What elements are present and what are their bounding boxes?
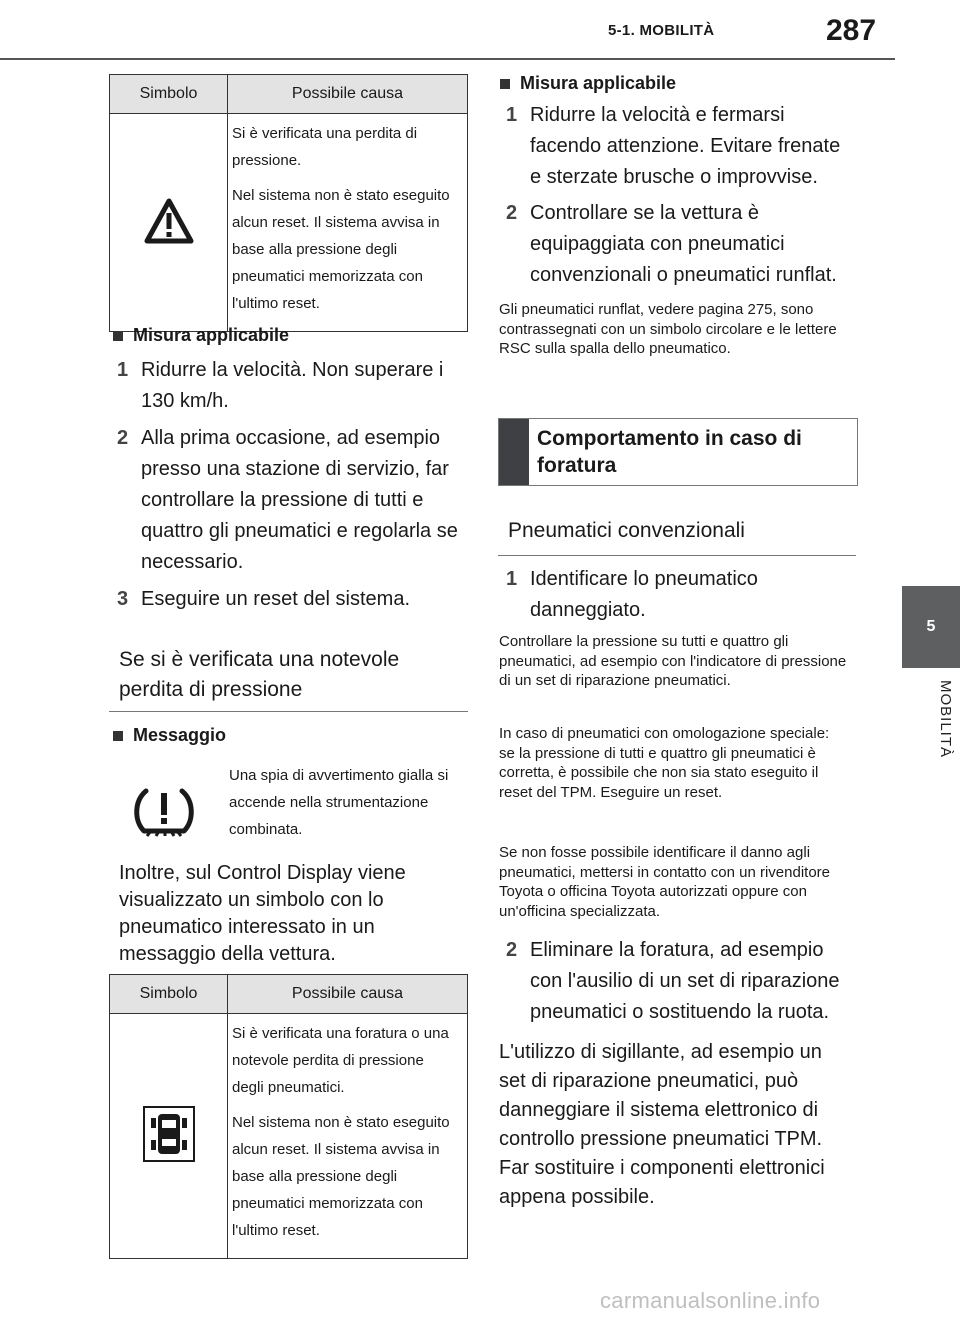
- chapter-label: MOBILITÀ: [937, 680, 954, 759]
- section-title: 5-1. MOBILITÀ: [608, 22, 715, 39]
- list-item: 1 Ridurre la velocità. Non superare i 130 km/h.: [117, 359, 444, 412]
- square-bullet-icon: [113, 731, 123, 741]
- cause-cell: [228, 1014, 468, 1259]
- square-bullet-icon: [500, 79, 510, 89]
- symbol-table-2: [109, 974, 468, 1259]
- section-box-title: Comportamento in caso di foratura: [498, 418, 858, 486]
- table-header-symbol: Simbolo: [110, 975, 228, 1014]
- table-header-cause: Possibile causa: [228, 975, 468, 1014]
- section-divider: [109, 711, 468, 712]
- list-item: 1 Ridurre la velocità e fermarsi facendo attenzione. Evitare frenate e sterzate brusche o improvvise.: [506, 104, 841, 188]
- cause-text: Nel sistema non è stato eseguito alcun reset. Il sistema avvisa in base alla pressione degli pneumatici memorizzata con l'ultimo reset.: [232, 187, 450, 312]
- list-item: 2 Eliminare la foratura, ad esempio con l'ausilio di un set di riparazione pneumatici o sostituendo la ruota.: [506, 939, 840, 1023]
- symbol-table-1: [109, 74, 468, 332]
- paragraph: Inoltre, sul Control Display viene visualizzato un simbolo con lo pneumatico interessato in un messaggio della vettura.: [119, 862, 406, 965]
- runflat-note: Gli pneumatici runflat, vedere pagina 275, sono contrassegnati con un simbolo circolare e le lettere RSC sulla spalla dello pneumatico.: [499, 301, 837, 357]
- header-divider: [0, 58, 895, 60]
- warning-triangle-icon: [144, 198, 194, 244]
- closing-paragraph: L'utilizzo di sigillante, ad esempio un set di riparazione pneumatici, può danneggiare il sistema elettronico di controllo pressione pneumatici TPM. Far sostituire i componenti elettronici appena possibile.: [499, 1041, 825, 1208]
- list-item: 2 Alla prima occasione, ad esempio presso una stazione di servizio, far controllare la pressione di tutti e quattro gli pneumatici e regolarla se necessario.: [117, 427, 458, 573]
- section-box-bar: [499, 419, 529, 485]
- page-number: 287: [826, 14, 877, 47]
- note-text: Se non fosse possibile identificare il danno agli pneumatici, mettersi in contatto con un rivenditore Toyota o officina Toyota autorizzati oppure con un'officina specializzata.: [499, 844, 831, 920]
- watermark: carmanualsonline.info: [600, 1288, 821, 1313]
- table-header-cause: Possibile causa: [228, 75, 468, 114]
- square-bullet-icon: [113, 331, 123, 341]
- symbol-cell: [110, 114, 228, 332]
- list-item: 1 Identificare lo pneumatico danneggiato.: [506, 568, 758, 621]
- message-heading: Messaggio: [113, 725, 226, 746]
- list-item: 3 Eseguire un reset del sistema.: [117, 588, 411, 610]
- table-header-symbol: Simbolo: [110, 75, 228, 114]
- measure-heading-right: Misura applicabile: [500, 73, 676, 94]
- tire-pressure-warning-icon: [132, 785, 196, 841]
- note-text: Controllare la pressione su tutti e quattro gli pneumatici, ad esempio con l'indicatore di pressione di un set di riparazione pneumatici.: [499, 633, 847, 689]
- symbol-cell: [110, 1014, 228, 1259]
- section-heading: Se si è verificata una notevole perdita di pressione: [119, 648, 400, 701]
- sub-heading-divider: [498, 555, 856, 556]
- cause-cell: [228, 114, 468, 332]
- message-text: Una spia di avvertimento gialla si accende nella strumentazione combinata.: [229, 767, 449, 838]
- cause-text: Nel sistema non è stato eseguito alcun reset. Il sistema avvisa in base alla pressione degli pneumatici memorizzata con l'ultimo reset.: [232, 1114, 450, 1239]
- measure-heading-left: Misura applicabile: [113, 325, 289, 346]
- cause-text: Si è verificata una perdita di pressione.: [232, 125, 418, 169]
- sub-heading: Pneumatici convenzionali: [508, 519, 745, 542]
- car-tire-position-icon: [143, 1106, 195, 1162]
- note-text: In caso di pneumatici con omologazione speciale: se la pressione di tutti e quattro gli pneumatici è corretta, è possibile che non sia stato eseguito il reset del TPM. Eseguire un reset.: [499, 725, 830, 801]
- chapter-tab: 5: [902, 586, 960, 668]
- cause-text: Si è verificata una foratura o una notevole perdita di pressione degli pneumatici.: [232, 1025, 449, 1096]
- list-item: 2 Controllare se la vettura è equipaggiata con pneumatici convenzionali o pneumatici runflat.: [506, 202, 837, 286]
